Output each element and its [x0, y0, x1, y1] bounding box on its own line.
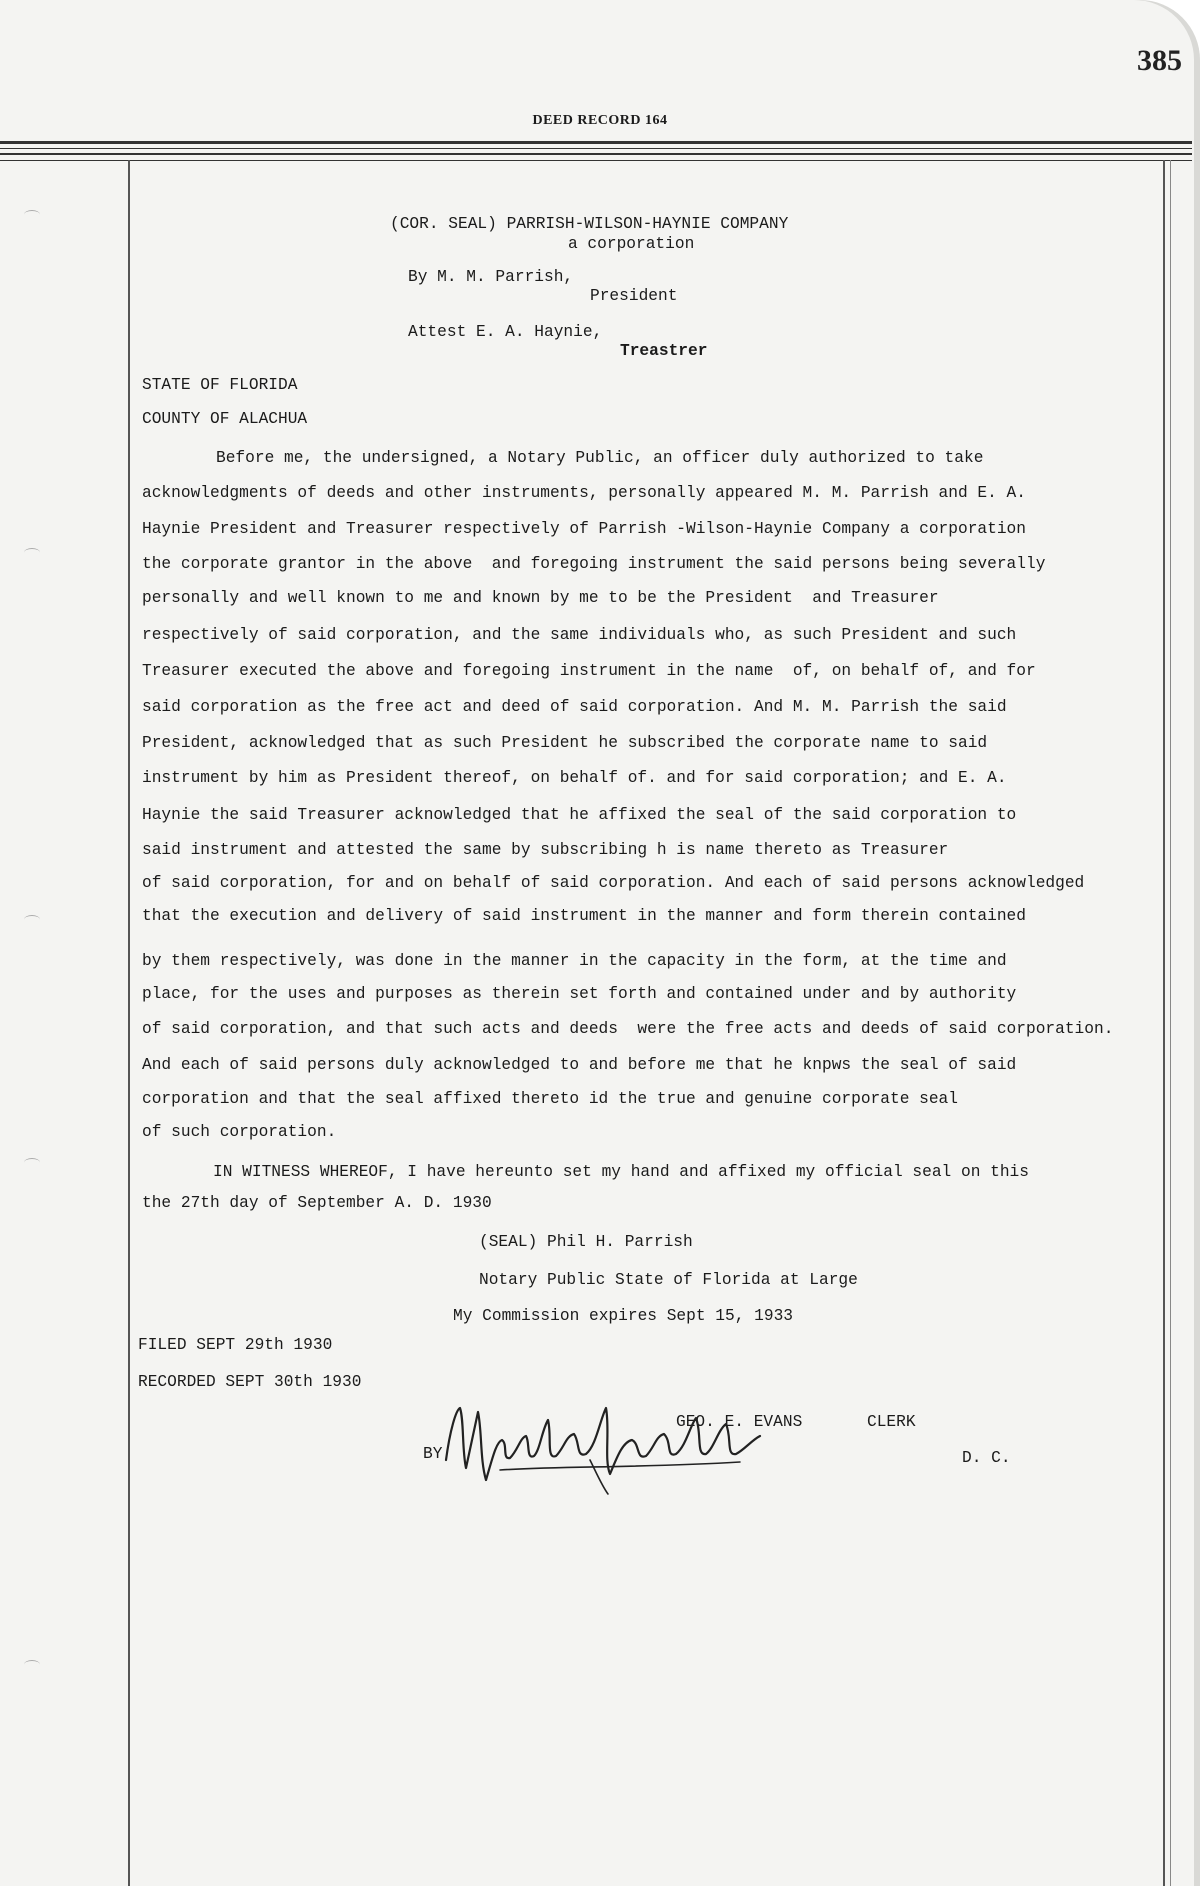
acknowledgment-line: said corporation as the free act and deed of said corporation. And M. M. Parrish the said — [142, 698, 1007, 716]
president-title: President — [590, 287, 678, 305]
binding-hole-mark — [24, 1158, 40, 1167]
venue-county: COUNTY OF ALACHUA — [142, 410, 308, 428]
president-signature-line: By M. M. Parrish, — [408, 268, 574, 286]
header-rule — [0, 160, 1192, 161]
acknowledgment-line: And each of said persons duly acknowledged to and before me that he knpws the seal of said — [142, 1056, 1017, 1074]
binding-hole-mark — [24, 210, 40, 219]
filed-date: FILED SEPT 29th 1930 — [138, 1336, 333, 1354]
acknowledgment-line: corporation and that the seal affixed thereto id the true and genuine corporate seal — [142, 1090, 958, 1108]
acknowledgment-line: Haynie the said Treasurer acknowledged that he affixed the seal of the said corporation to — [142, 806, 1017, 824]
binding-hole-mark — [24, 915, 40, 924]
notary-seal-name: (SEAL) Phil H. Parrish — [479, 1233, 693, 1251]
clerk-name: GEO. E. EVANS — [676, 1413, 803, 1431]
acknowledgment-line: acknowledgments of deeds and other instruments, personally appeared M. M. Parrish and E. A. — [142, 484, 1026, 502]
acknowledgment-line: President, acknowledged that as such President he subscribed the corporate name to said — [142, 734, 988, 752]
acknowledgment-line: by them respectively, was done in the manner in the capacity in the form, at the time and — [142, 952, 1007, 970]
left-margin-line — [128, 160, 130, 1886]
notary-title: Notary Public State of Florida at Large — [479, 1271, 858, 1289]
acknowledgment-line: Haynie President and Treasurer respectively of Parrish -Wilson-Haynie Company a corporation — [142, 520, 1026, 538]
acknowledgment-line: Treasurer executed the above and foregoing instrument in the name of, on behalf of, and for — [142, 662, 1036, 680]
acknowledgment-line: instrument by him as President thereof, on behalf of. and for said corporation; and E. A. — [142, 769, 1007, 787]
acknowledgment-line: place, for the uses and purposes as therein set forth and contained under and by authority — [142, 985, 1017, 1003]
acknowledgment-line: respectively of said corporation, and the same individuals who, as such President and such — [142, 626, 1017, 644]
right-margin-line — [1163, 160, 1165, 1886]
attest-line: Attest E. A. Haynie, — [408, 323, 603, 341]
acknowledgment-line: Before me, the undersigned, a Notary Public, an officer duly authorized to take — [216, 449, 984, 467]
header-rule — [0, 153, 1192, 155]
recorded-date: RECORDED SEPT 30th 1930 — [138, 1373, 362, 1391]
acknowledgment-line: said instrument and attested the same by subscribing h is name thereto as Treasurer — [142, 841, 949, 859]
acknowledgment-line: of said corporation, and that such acts and deeds were the free acts and deeds of said corporation. — [142, 1020, 1114, 1038]
acknowledgment-line: of said corporation, for and on behalf of said corporation. And each of said persons acknowledged — [142, 874, 1085, 892]
header-rule — [0, 148, 1192, 149]
header-rule — [0, 141, 1192, 144]
acknowledgment-line: of such corporation. — [142, 1123, 337, 1141]
deputy-clerk-label: D. C. — [962, 1449, 1011, 1467]
witness-line: the 27th day of September A. D. 1930 — [142, 1194, 492, 1212]
page-number: 385 — [1137, 44, 1182, 77]
venue-state: STATE OF FLORIDA — [142, 376, 298, 394]
handwritten-signature — [440, 1390, 785, 1500]
witness-line: IN WITNESS WHEREOF, I have hereunto set my hand and affixed my official seal on this — [213, 1163, 1029, 1181]
acknowledgment-line: that the execution and delivery of said instrument in the manner and form therein contained — [142, 907, 1026, 925]
acknowledgment-line: the corporate grantor in the above and foregoing instrument the said persons being severally — [142, 555, 1046, 573]
book-title: DEED RECORD 164 — [532, 113, 668, 128]
clerk-title: CLERK — [867, 1413, 916, 1431]
notary-commission: My Commission expires Sept 15, 1933 — [453, 1307, 793, 1325]
binding-hole-mark — [24, 548, 40, 557]
deputy-by-label: BY — [423, 1445, 443, 1463]
acknowledgment-line: personally and well known to me and known by me to be the President and Treasurer — [142, 589, 939, 607]
treasurer-title: Treastrer — [620, 342, 708, 360]
corporate-seal-line: (COR. SEAL) PARRISH-WILSON-HAYNIE COMPANY — [390, 215, 789, 233]
binding-hole-mark — [24, 1660, 40, 1669]
right-margin-line — [1170, 160, 1171, 1886]
corporation-label: a corporation — [568, 235, 695, 253]
